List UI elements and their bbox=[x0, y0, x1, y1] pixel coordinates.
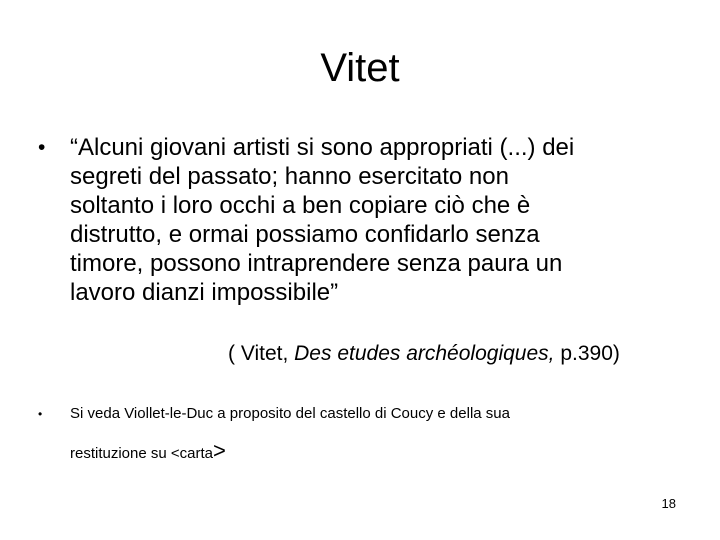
bullet-marker: • bbox=[38, 136, 46, 159]
quote-line: segreti del passato; hanno esercitato non bbox=[70, 163, 509, 190]
note-line: Si veda Viollet-le-Duc a proposito del castello di Coucy e della sua bbox=[70, 405, 510, 422]
slide-title: Vitet bbox=[320, 46, 400, 90]
quote-line: timore, possono intraprendere senza paura un bbox=[70, 250, 563, 277]
note-line-text: restituzione su <carta bbox=[70, 445, 213, 462]
quote-line: “Alcuni giovani artisti si sono appropriati (...) dei bbox=[70, 134, 575, 161]
quote-line: lavoro dianzi impossibile” bbox=[70, 279, 339, 306]
bullet-marker: • bbox=[38, 407, 43, 421]
note-line-end-symbol: > bbox=[213, 438, 226, 463]
note-line bbox=[70, 438, 690, 464]
citation bbox=[228, 340, 620, 368]
citation-prefix: ( Vitet, bbox=[228, 342, 295, 365]
citation-suffix: p.390) bbox=[554, 342, 620, 365]
quote-line: distrutto, e ormai possiamo confidarlo senza bbox=[70, 221, 540, 248]
page-number: 18 bbox=[661, 496, 676, 511]
note-block bbox=[70, 404, 690, 464]
citation-work-title: Des etudes archéologiques, bbox=[294, 342, 555, 365]
quote-block bbox=[70, 133, 700, 307]
quote-line: soltanto i loro occhi a ben copiare ciò che è bbox=[70, 192, 531, 219]
